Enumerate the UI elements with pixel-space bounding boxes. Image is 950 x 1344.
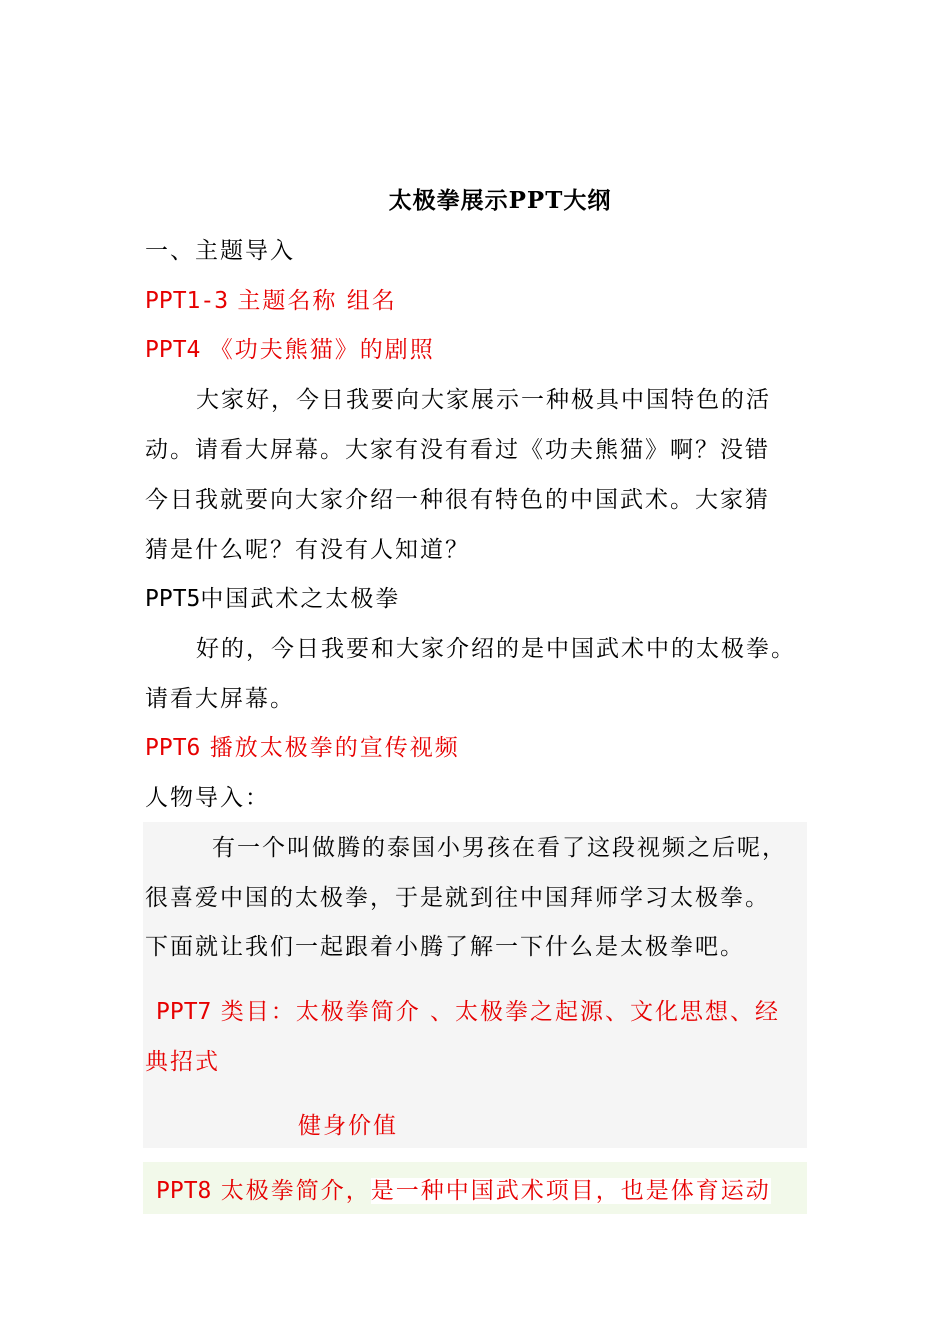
ppt-text: 主题名称 组名	[228, 288, 397, 314]
ppt8-highlighted-text: 是一种中国武术项目，也是体育运动	[370, 1178, 771, 1204]
ppt-text: 类目：太极拳简介 、太极拳之起源、文化思想、经	[211, 999, 781, 1025]
para3-line-1: 有一个叫做腾的泰国小男孩在看了这段视频之后呢，	[212, 835, 787, 861]
para2-line-1: 好的，今日我要和大家介绍的是中国武术中的太极拳。	[196, 636, 796, 662]
ppt5-line	[145, 584, 400, 614]
ppt-code: PPT8	[156, 1178, 212, 1204]
para3-line-3: 下面就让我们一起跟着小腾了解一下什么是太极拳吧。	[145, 934, 745, 960]
ppt1-3-line	[145, 286, 397, 316]
ppt6-line	[145, 733, 460, 763]
ppt-code: PPT6	[145, 735, 201, 761]
ppt-code: PPT4	[145, 337, 201, 363]
ppt4-line	[145, 335, 435, 365]
para3-line-2: 很喜爱中国的太极拳，于是就到往中国拜师学习太极拳。	[145, 885, 770, 911]
para1-line-3: 今日我就要向大家介绍一种很有特色的中国武术。大家猜	[145, 487, 770, 513]
para1-line-1: 大家好，今日我要向大家展示一种极具中国特色的活	[196, 387, 771, 413]
ppt-text: 中国武术之太极拳	[200, 586, 401, 612]
para1-line-4: 猜是什么呢？有没有人知道？	[145, 537, 470, 563]
ppt-code: PPT7	[156, 999, 212, 1025]
ppt-code: PPT5	[145, 586, 201, 612]
gray-highlight-block	[143, 822, 807, 1148]
ppt7-line-1	[156, 997, 780, 1027]
ppt-code: PPT1-3	[145, 288, 229, 314]
ppt-text: 播放太极拳的宣传视频	[200, 735, 460, 761]
ppt8-line	[156, 1176, 771, 1206]
character-intro-label: 人物导入：	[145, 785, 270, 811]
para2-line-2: 请看大屏幕。	[145, 686, 295, 712]
ppt7-line-3: 健身价值	[298, 1113, 398, 1139]
section-heading-intro: 一、主题导入	[145, 238, 295, 264]
para1-line-2: 动。请看大屏幕。大家有没有看过《功夫熊猫》啊？没错	[145, 437, 770, 463]
ppt7-line-2: 典招式	[145, 1049, 220, 1075]
ppt-text: 太极拳简介，	[211, 1178, 371, 1204]
ppt-text: 《功夫熊猫》的剧照	[200, 337, 435, 363]
document-title: 太极拳展示PPT大纲	[388, 187, 612, 214]
